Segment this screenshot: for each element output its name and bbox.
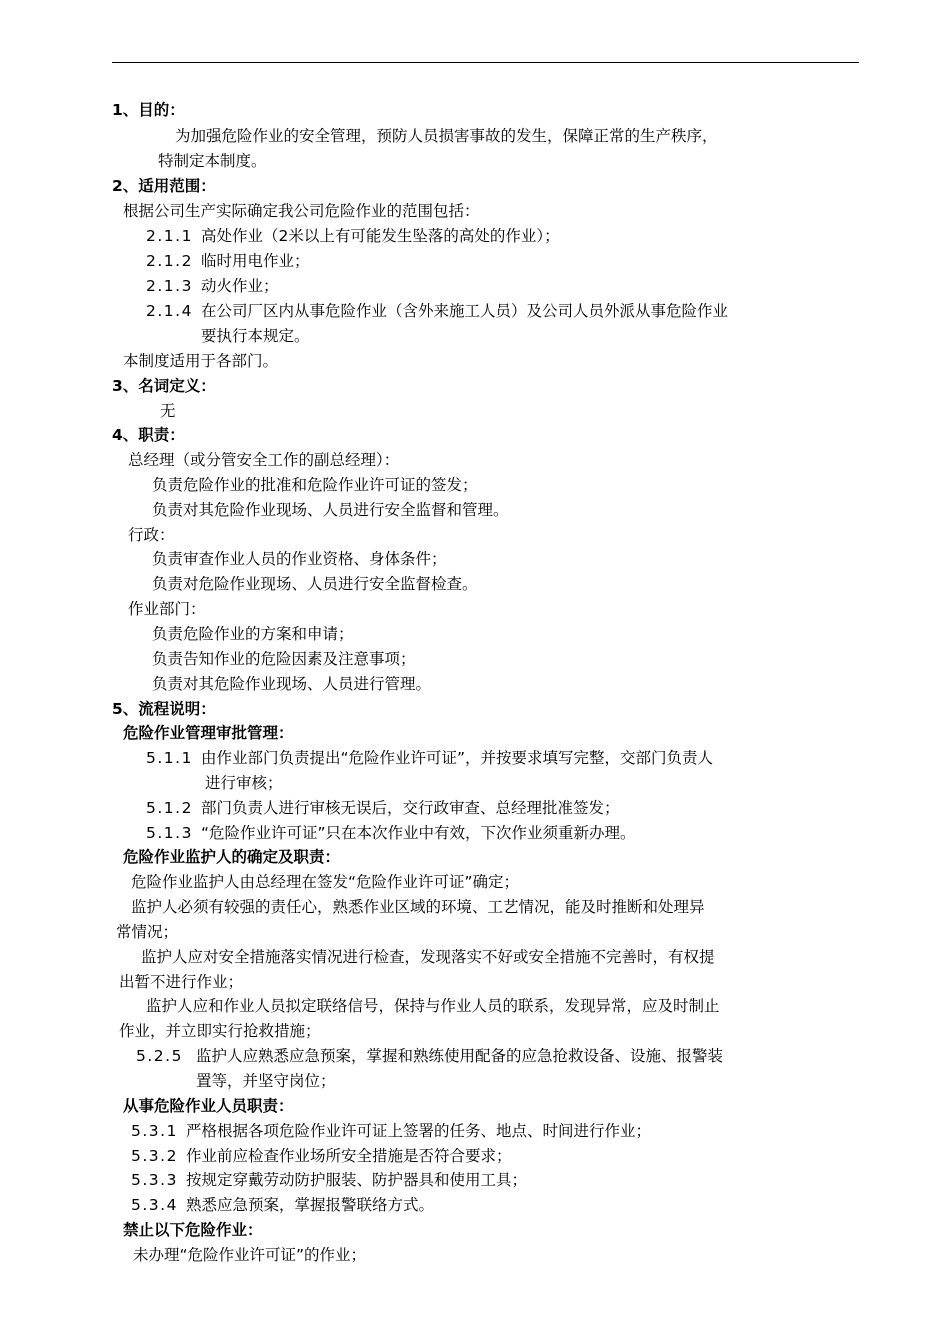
section-heading: 2、适用范围： xyxy=(112,177,216,195)
item-number: 5.2.5 xyxy=(136,1047,183,1065)
role-label: 行政： xyxy=(128,526,175,544)
subsection-heading: 从事危险作业人员职责： xyxy=(123,1097,294,1115)
duty-line: 负责审查作业人员的作业资格、身体条件； xyxy=(152,550,447,568)
paragraph-line: 为加强危险作业的安全管理，预防人员损害事故的发生，保障正常的生产秩序， xyxy=(175,127,718,145)
item-text: 作业前应检查作业场所安全措施是否符合要求； xyxy=(186,1147,512,1165)
item-text: 由作业部门负责提出“危险作业许可证”，并按要求填写完整，交部门负责人 xyxy=(201,749,714,767)
paragraph-line: 危险作业监护人由总经理在签发“危险作业许可证”确定； xyxy=(131,873,520,891)
item-text: 严格根据各项危险作业许可证上签署的任务、地点、时间进行作业； xyxy=(186,1122,652,1140)
item-text: 动火作业； xyxy=(201,277,279,295)
section-heading: 1、目的： xyxy=(112,101,185,119)
item-text: “危险作业许可证”只在本次作业中有效，下次作业须重新办理。 xyxy=(201,824,636,842)
subsection-heading: 禁止以下危险作业： xyxy=(123,1221,263,1239)
item-number: 2.1.1 xyxy=(146,227,193,245)
item-number: 5.3.3 xyxy=(131,1171,178,1189)
paragraph-line: 特制定本制度。 xyxy=(158,152,267,170)
header-rule xyxy=(112,62,859,63)
item-number: 5.1.3 xyxy=(146,824,193,842)
paragraph-line: 监护人应和作业人员拟定联络信号，保持与作业人员的联系，发现异常，应及时制止 xyxy=(146,997,720,1015)
item-text: 进行审核； xyxy=(205,774,283,792)
item-text: 熟悉应急预案，掌握报警联络方式。 xyxy=(186,1196,435,1214)
subsection-heading: 危险作业监护人的确定及职责： xyxy=(123,848,341,866)
item-number: 5.1.2 xyxy=(146,799,193,817)
paragraph-line: 常情况； xyxy=(116,923,179,941)
item-text: 部门负责人进行审核无误后，交行政审查、总经理批准签发； xyxy=(201,799,620,817)
duty-line: 负责告知作业的危险因素及注意事项； xyxy=(152,650,416,668)
duty-line: 负责对危险作业现场、人员进行安全监督检查。 xyxy=(152,575,478,593)
item-text: 置等，并坚守岗位； xyxy=(196,1072,336,1090)
item-number: 5.1.1 xyxy=(146,749,193,767)
section-heading: 5、流程说明： xyxy=(112,700,216,718)
paragraph-line: 根据公司生产实际确定我公司危险作业的范围包括： xyxy=(123,202,480,220)
role-label: 作业部门： xyxy=(128,600,206,618)
item-number: 2.1.2 xyxy=(146,252,193,270)
paragraph-line: 无 xyxy=(160,402,176,420)
item-number: 2.1.3 xyxy=(146,277,193,295)
paragraph-line: 未办理“危险作业许可证”的作业； xyxy=(133,1246,367,1264)
paragraph-line: 作业，并立即实行抢救措施； xyxy=(119,1022,321,1040)
item-number: 2.1.4 xyxy=(146,302,193,320)
item-text: 要执行本规定。 xyxy=(201,327,310,345)
duty-line: 负责危险作业的方案和申请； xyxy=(152,625,354,643)
paragraph-line: 本制度适用于各部门。 xyxy=(123,352,279,370)
paragraph-line: 监护人必须有较强的责任心，熟悉作业区域的环境、工艺情况，能及时推断和处理异 xyxy=(131,898,705,916)
subsection-heading: 危险作业管理审批管理： xyxy=(123,724,294,742)
item-text: 按规定穿戴劳动防护服装、防护器具和使用工具； xyxy=(186,1171,528,1189)
item-text: 临时用电作业； xyxy=(201,252,310,270)
item-number: 5.3.4 xyxy=(131,1196,178,1214)
duty-line: 负责对其危险作业现场、人员进行管理。 xyxy=(152,675,432,693)
duty-line: 负责危险作业的批准和危险作业许可证的签发； xyxy=(152,476,478,494)
item-text: 在公司厂区内从事危险作业（含外来施工人员）及公司人员外派从事危险作业 xyxy=(201,302,729,320)
duty-line: 负责对其危险作业现场、人员进行安全监督和管理。 xyxy=(152,501,509,519)
item-text: 高处作业（2米以上有可能发生坠落的高处的作业）； xyxy=(201,227,560,245)
item-text: 监护人应熟悉应急预案，掌握和熟练使用配备的应急抢救设备、设施、报警装 xyxy=(196,1047,724,1065)
section-heading: 3、名词定义： xyxy=(112,377,216,395)
item-number: 5.3.2 xyxy=(131,1147,178,1165)
paragraph-line: 出暂不进行作业； xyxy=(119,973,244,991)
role-label: 总经理（或分管安全工作的副总经理）： xyxy=(128,451,400,469)
item-number: 5.3.1 xyxy=(131,1122,178,1140)
paragraph-line: 监护人应对安全措施落实情况进行检查，发现落实不好或安全措施不完善时，有权提 xyxy=(141,948,715,966)
section-heading: 4、职责： xyxy=(112,426,185,444)
